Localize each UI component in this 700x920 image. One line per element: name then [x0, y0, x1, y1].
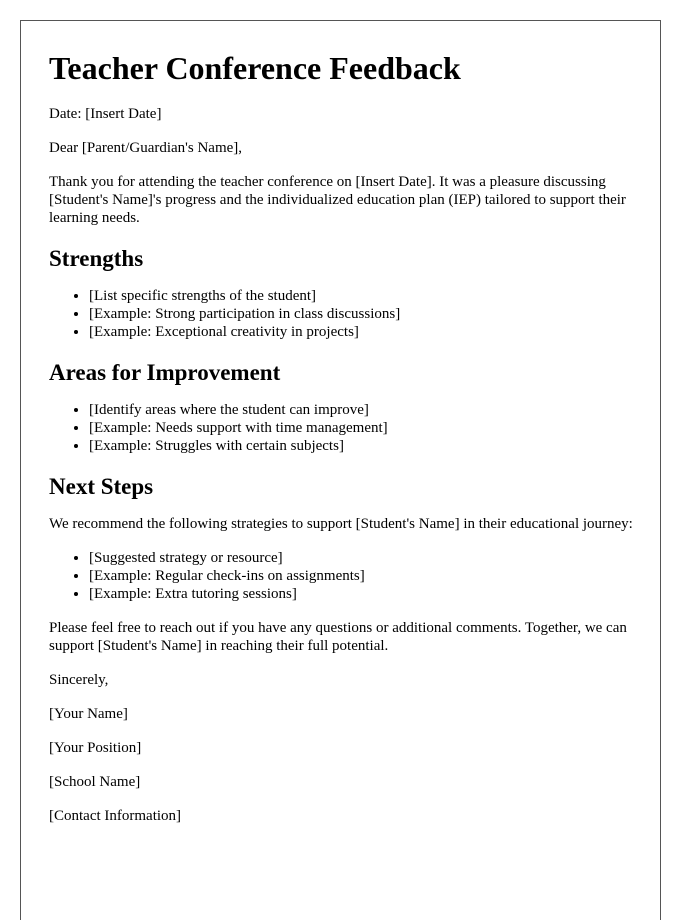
next-steps-list: [49, 549, 635, 603]
signature-school: [School Name]: [49, 774, 141, 790]
next-steps-heading: Next Steps: [49, 474, 154, 499]
letter-content: [49, 49, 635, 841]
improvement-list: [49, 401, 635, 455]
signature-contact: [Contact Information]: [49, 808, 182, 824]
strengths-heading: Strengths: [49, 246, 144, 271]
list-item: • [Example: Struggles with certain subjects]: [89, 437, 635, 455]
next-steps-intro: We recommend the following strategies to support [Student's Name] in their educational journey:: [49, 516, 633, 532]
signature-name: [Your Name]: [49, 706, 128, 722]
list-item: • [Suggested strategy or resource]: [89, 549, 635, 567]
strengths-list: [49, 287, 635, 341]
list-item: • [Example: Strong participation in class discussions]: [89, 305, 635, 323]
page-title: Teacher Conference Feedback: [49, 50, 461, 86]
salutation: Dear [Parent/Guardian's Name],: [49, 140, 243, 156]
letter-page: [20, 20, 661, 920]
list-item: • [Example: Exceptional creativity in projects]: [89, 323, 635, 341]
signoff: Sincerely,: [49, 672, 109, 688]
date-line: Date: [Insert Date]: [49, 106, 162, 122]
signature-position: [Your Position]: [49, 740, 142, 756]
list-item: • [Identify areas where the student can improve]: [89, 401, 635, 419]
list-item: • [Example: Regular check-ins on assignments]: [89, 567, 635, 585]
closing-paragraph: Please feel free to reach out if you have any questions or additional comments. Together, we can support [Student's Name] in reaching their full potential.: [49, 620, 627, 654]
list-item: • [Example: Extra tutoring sessions]: [89, 585, 635, 603]
list-item: • [List specific strengths of the student]: [89, 287, 635, 305]
list-item: • [Example: Needs support with time management]: [89, 419, 635, 437]
intro-paragraph: Thank you for attending the teacher conference on [Insert Date]. It was a pleasure discussing [Student's Name]'s progress and the individualized education plan (IEP) tailored to support their learning needs.: [49, 174, 626, 226]
improvement-heading: Areas for Improvement: [49, 360, 281, 385]
